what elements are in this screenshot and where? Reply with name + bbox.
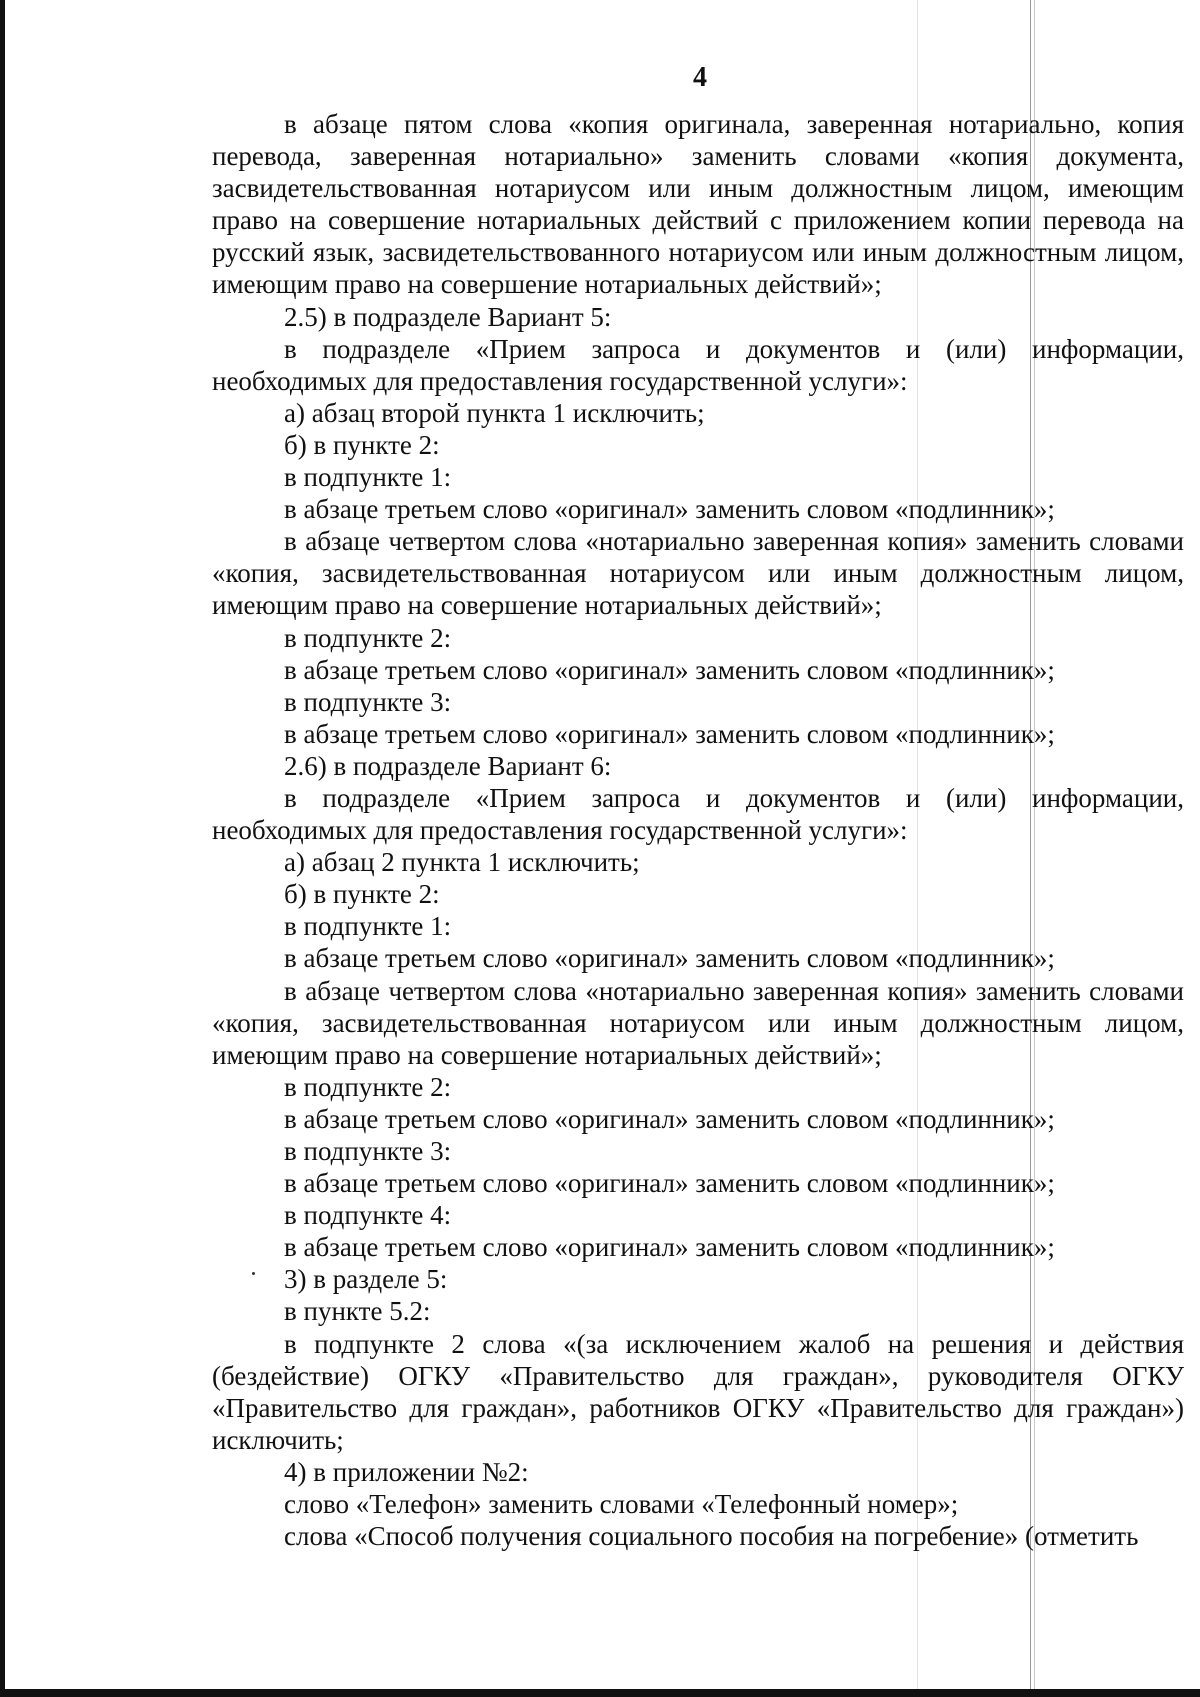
paragraph: 4) в приложении №2: [284,1456,529,1487]
paragraph: в подпункте 1: [284,462,452,493]
paragraph: в абзаце третьем слово «оригинал» заменить словом «подлинник»; [284,494,1055,525]
paragraph: слово «Телефон» заменить словами «Телефонный номер»; [284,1489,959,1520]
paragraph: в подпункте 2: [284,1071,452,1102]
paragraph: б) в пункте 2: [284,429,440,460]
paragraph: в абзаце третьем слово «оригинал» заменить словом «подлинник»; [284,654,1055,685]
paragraph: в подпункте 2: [284,622,452,653]
paragraph: в абзаце пятом слова «копия оригинала, заверенная нотариально, копия перевода, заверенная нотариально» заменить словами «копия документа, засвидетельствованная нотариусом или иным должностным лицом, имеющим право на совершение нотариальных действий с приложением копии перевода на русский язык, засвидетельствованного нотариусом или иным должностным лицом, имеющим право на совершение нотариальных действий»; [212,109,1184,300]
paragraph: в подпункте 4: [284,1200,452,1231]
paragraph: в абзаце четвертом слова «нотариально заверенная копия» заменить словами «копия, засвидетельствованная нотариусом или иным должностным лицом, имеющим право на совершение нотариальных действий»; [212,526,1184,621]
paragraph: в подразделе «Прием запроса и документов и (или) информации, необходимых для предоставления государственной услуги»: [212,333,1184,396]
document-body [212,108,1184,1552]
paragraph: в подпункте 2 слова «(за исключением жалоб на решения и действия (бездействие) ОГКУ «Правительство для граждан», руководителя ОГКУ «Правительство для граждан», работников ОГКУ «Правительство для граждан») исключить; [212,1328,1184,1455]
scan-edge-bottom [0,1689,1200,1697]
paragraph: слова «Способ получения социального пособия на погребение» (отметить [284,1521,1139,1552]
paragraph: б) в пункте 2: [284,879,440,910]
paragraph: в подпункте 3: [284,686,452,717]
paragraph: в пункте 5.2: [284,1296,431,1327]
paragraph: в абзаце третьем слово «оригинал» заменить словом «подлинник»; [284,943,1055,974]
paragraph: 2.5) в подразделе Вариант 5: [284,301,612,332]
paragraph: в абзаце третьем слово «оригинал» заменить словом «подлинник»; [284,1103,1055,1134]
paragraph: в абзаце третьем слово «оригинал» заменить словом «подлинник»; [284,718,1055,749]
paragraph: в подпункте 3: [284,1136,452,1166]
paragraph: 2.6) в подразделе Вариант 6: [284,750,612,781]
paragraph: в подпункте 1: [284,911,452,942]
scan-edge-left [0,0,5,1697]
paragraph: а) абзац 2 пункта 1 исключить; [284,847,640,878]
page-number: 4 [693,62,707,93]
paragraph: в абзаце четвертом слова «нотариально заверенная копия» заменить словами «копия, засвидетельствованная нотариусом или иным должностным лицом, имеющим право на совершение нотариальных действий»; [212,975,1184,1070]
paragraph: а) абзац второй пункта 1 исключить; [284,397,705,428]
paragraph: в подразделе «Прием запроса и документов и (или) информации, необходимых для предоставления государственной услуги»: [212,782,1184,846]
paragraph: в абзаце третьем слово «оригинал» заменить словом «подлинник»; [284,1232,1055,1263]
paragraph: 3) в разделе 5: [284,1264,448,1295]
paragraph: в абзаце третьем слово «оригинал» заменить словом «подлинник»; [284,1168,1055,1199]
